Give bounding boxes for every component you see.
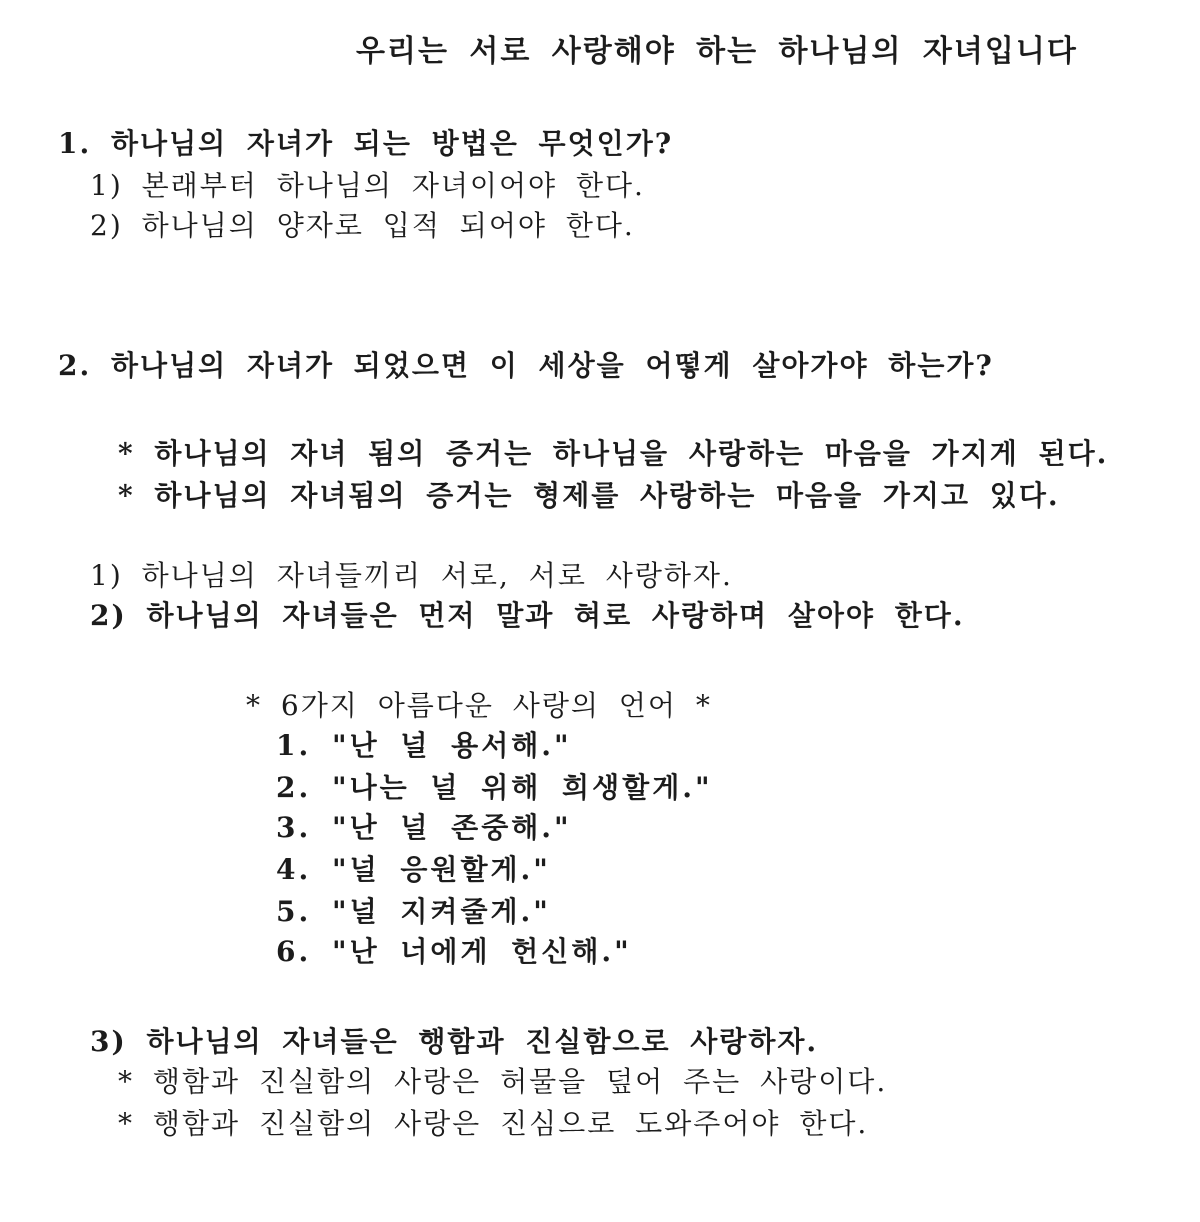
love-phrase-6: 6. "난 너에게 헌신해." xyxy=(276,935,632,968)
item3-note-1: * 행함과 진실함의 사랑은 허물을 덮어 주는 사랑이다. xyxy=(118,1065,888,1098)
evidence-line-1: * 하나님의 자녀 됨의 증거는 하나님을 사랑하는 마음을 가지게 된다. xyxy=(118,437,1109,470)
love-phrase-5: 5. "널 지켜줄게." xyxy=(276,895,551,928)
love-phrase-2: 2. "나는 널 위해 희생할게." xyxy=(276,771,713,804)
document-title: 우리는 서로 사랑해야 하는 하나님의 자녀입니다 xyxy=(356,34,1078,69)
section2-heading: 2. 하나님의 자녀가 되었으면 이 세상을 어떻게 살아가야 하는가? xyxy=(58,349,994,382)
section1-item-1: 1) 본래부터 하나님의 자녀이어야 한다. xyxy=(90,169,645,202)
section2-item-2: 2) 하나님의 자녀들은 먼저 말과 혀로 사랑하며 살아야 한다. xyxy=(90,599,965,632)
love-phrase-1: 1. "난 널 용서해." xyxy=(276,729,572,762)
section1-item-2: 2) 하나님의 양자로 입적 되어야 한다. xyxy=(90,209,635,242)
section2-item-3: 3) 하나님의 자녀들은 행함과 진실함으로 사랑하자. xyxy=(90,1025,819,1058)
evidence-line-2: * 하나님의 자녀됨의 증거는 형제를 사랑하는 마음을 가지고 있다. xyxy=(118,479,1060,512)
love-phrase-3: 3. "난 널 존중해." xyxy=(276,811,572,844)
section2-item-1: 1) 하나님의 자녀들끼리 서로, 서로 사랑하자. xyxy=(90,559,733,592)
section1-heading: 1. 하나님의 자녀가 되는 방법은 무엇인가? xyxy=(58,127,674,160)
item3-note-2: * 행함과 진실함의 사랑은 진심으로 도와주어야 한다. xyxy=(118,1107,869,1140)
love-phrase-4: 4. "널 응원할게." xyxy=(276,853,551,886)
love-language-title: * 6가지 아름다운 사랑의 언어 * xyxy=(246,689,712,722)
